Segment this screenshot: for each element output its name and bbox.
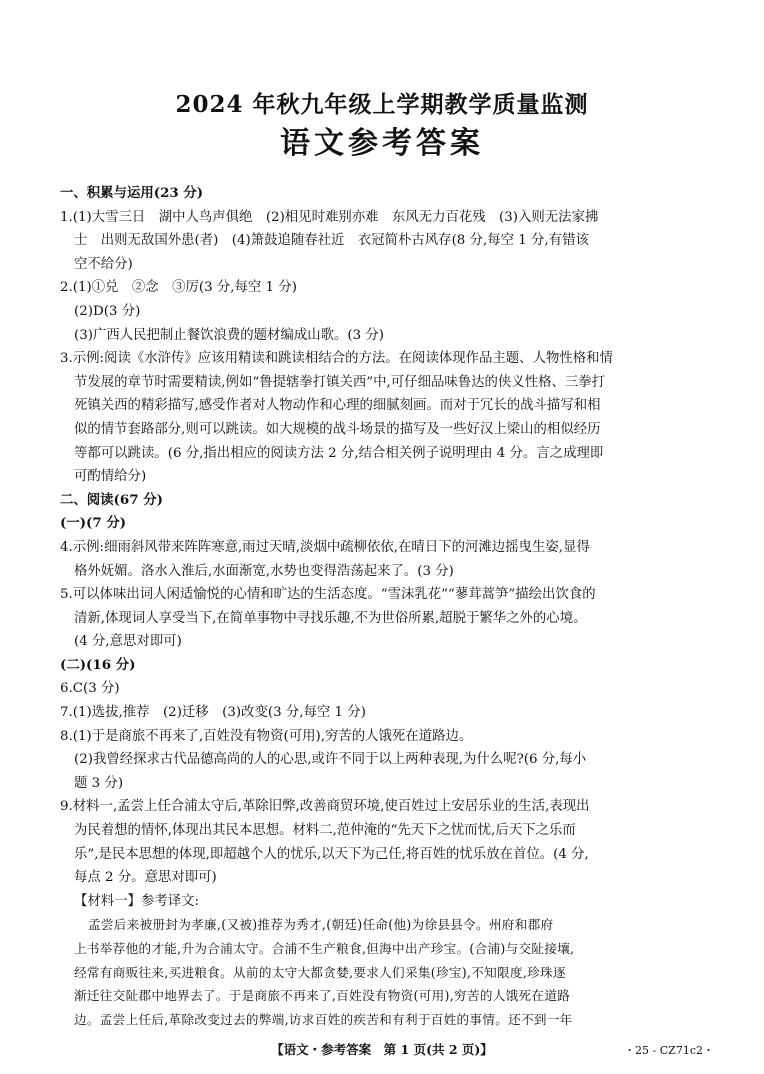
text-line: 题 3 分) xyxy=(74,775,124,791)
text-line: (3)广西人民把制止餐饮浪费的题材编成山歌。(3 分) xyxy=(74,327,385,343)
text-line: 边。孟尝上任后,革除改变过去的弊端,访求百姓的疾苦和有利于百姓的事情。还不到一年 xyxy=(74,1011,573,1027)
document-title: 2024 年秋九年级上学期教学质量监测 xyxy=(175,91,589,118)
text-line: 9.材料一,孟尝上任合浦太守后,革除旧弊,改善商贸环境,使百姓过上安居乐业的生活,表现出 xyxy=(60,799,590,815)
text-line: 6.C(3 分) xyxy=(60,681,120,697)
text-line: (4 分,意思对即可) xyxy=(74,634,182,650)
text-line: 清新,体现词人享受当下,在简单事物中寻找乐趣,不为世俗所累,超脱于繁华之外的心境。 xyxy=(74,610,587,626)
text-line: 空不给分) xyxy=(74,256,133,272)
document-subtitle: 语文参考答案 xyxy=(280,126,484,161)
text-line: 可酌情给分) xyxy=(74,469,147,485)
text-line: 孟尝后来被册封为孝廉,(又被)推荐为秀才,(朝廷)任命(他)为徐县县令。州府和郡府 xyxy=(88,917,554,933)
text-line: 格外妩媚。洛水入淮后,水面渐宽,水势也变得浩荡起来了。(3 分) xyxy=(74,563,454,579)
text-line: 7.(1)选拔,推荐 (2)迁移 (3)改变(3 分,每空 1 分) xyxy=(60,705,366,721)
text-line: (二)(16 分) xyxy=(60,656,136,673)
text-line: 8.(1)于是商旅不再来了,百姓没有物资(可用),穷苦的人饿死在道路边。 xyxy=(60,728,473,744)
text-line: 5.可以体味出词人闲适愉悦的心情和旷达的生活态度。“雪沫乳花”“蓼茸蒿笋”描绘出饮食的 xyxy=(60,587,596,603)
text-line: 4.示例:细雨斜风带来阵阵寒意,雨过天晴,淡烟中疏柳依依,在晴日下的河滩边摇曳生姿,显得 xyxy=(60,539,590,555)
text-line: 上书举荐他的才能,升为合浦太守。合浦不生产粮食,但海中出产珍宝。(合浦)与交阯接壤, xyxy=(74,941,575,956)
text-line: 二、阅读(67 分) xyxy=(60,491,163,508)
text-line: 每点 2 分。意思对即可) xyxy=(74,870,217,886)
text-line: (2)我曾经探求古代品德高尚的人的心思,或许不同于以上两种表现,为什么呢?(6 分,每小 xyxy=(74,752,587,768)
text-line: 为民着想的情怀,体现出其民本思想。材料二,范仲淹的“先天下之忧而忧,后天下之乐而 xyxy=(74,823,576,839)
text-line: 【材料一】参考译文: xyxy=(74,893,200,909)
text-line: 经常有商贩往来,买进粮食。从前的太守大都贪婪,要求人们采集(珍宝),不知限度,珍珠逐 xyxy=(74,964,566,980)
text-line: 渐迁往交阯郡中地界去了。于是商旅不再来了,百姓没有物资(可用),穷苦的人饿死在道路 xyxy=(74,988,571,1004)
text-line: 2.(1)①兑 ②念 ③厉(3 分,每空 1 分) xyxy=(60,280,297,296)
text-line: 似的情节套路部分,则可以跳读。如大规模的战斗场景的描写及一些好汉上梁山的相似经历 xyxy=(74,421,601,437)
text-line: 死镇关西的精彩描写,感受作者对人物动作和心理的细腻刻画。而对于冗长的战斗描写和相 xyxy=(74,398,601,414)
text-line: 1.(1)大雪三日 湖中人鸟声俱绝 (2)相见时难别亦难 东风无力百花残 (3)入则无法家拂 xyxy=(60,209,599,225)
text-line: (2)D(3 分) xyxy=(74,303,141,319)
answer-body xyxy=(60,182,715,1031)
page-number-label: 【语文・参考答案 第 1 页(共 2 页)】 xyxy=(271,1042,493,1057)
text-line: 节发展的章节时需要精读,例如“鲁提辖拳打镇关西”中,可仔细品味鲁达的侠义性格、三拳打 xyxy=(74,374,606,390)
text-line: 士 出则无敌国外患(者) (4)箫鼓追随春社近 衣冠简朴古风存(8 分,每空 1 分,有错该 xyxy=(74,233,589,249)
text-line: 一、积累与运用(23 分) xyxy=(60,185,204,201)
text-line: 等都可以跳读。(6 分,指出相应的阅读方法 2 分,结合相关例子说明理由 4 分。言之成理即 xyxy=(74,445,604,461)
document-code: ・25 - CZ71c2・ xyxy=(624,1044,714,1057)
text-line: 乐”,是民本思想的体现,即超越个人的忧乐,以天下为己任,将百姓的忧乐放在首位。(4 分, xyxy=(74,846,589,862)
text-line: (一)(7 分) xyxy=(60,515,127,532)
text-line: 3.示例:阅读《水浒传》应该用精读和跳读相结合的方法。在阅读体现作品主题、人物性格和情 xyxy=(60,351,613,367)
